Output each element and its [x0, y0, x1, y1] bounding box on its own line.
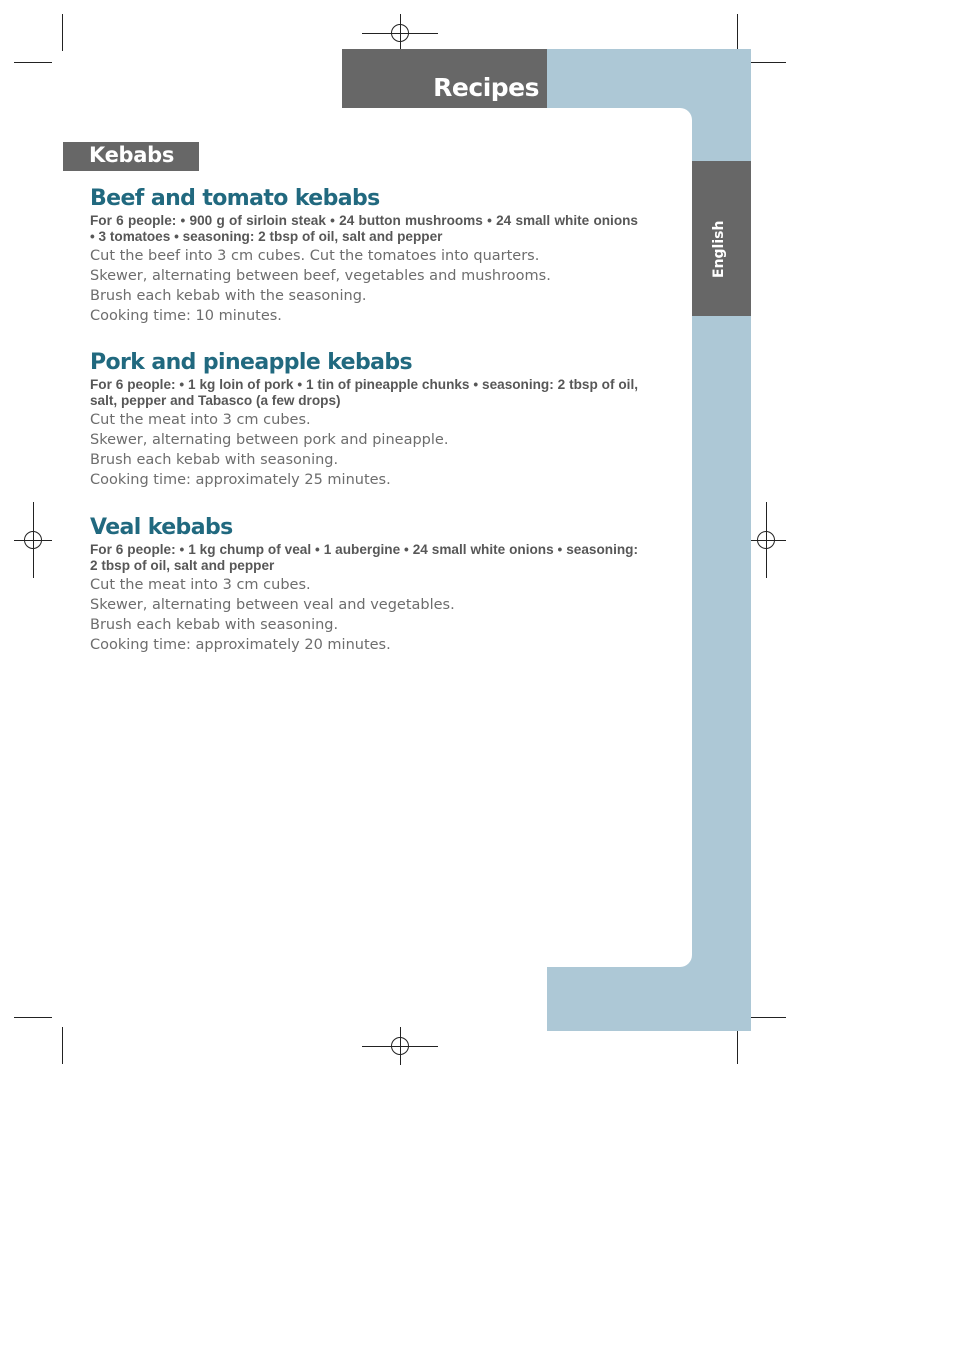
language-tab-label: English [711, 220, 727, 278]
recipe-steps [90, 246, 638, 326]
recipe-step: Skewer, alternating between pork and pineapple. [90, 432, 449, 448]
recipe-veal [90, 514, 638, 655]
recipe-step: Cooking time: approximately 20 minutes. [90, 637, 391, 653]
recipe-ingredients: For 6 people: • 1 kg loin of pork • 1 tin of pineapple chunks • seasoning: 2 tbsp of oil, salt, pepper and Tabasco (a few drops) [90, 377, 638, 408]
recipe-steps [90, 575, 638, 655]
recipe-step: Cut the beef into 3 cm cubes. Cut the tomatoes into quarters. [90, 248, 540, 264]
recipe-step: Brush each kebab with seasoning. [90, 452, 339, 468]
recipe-step: Cooking time: 10 minutes. [90, 308, 282, 324]
recipe-title: Veal kebabs [90, 515, 233, 540]
recipe-steps [90, 410, 638, 490]
recipe-title: Beef and tomato kebabs [90, 186, 380, 211]
recipe-step: Skewer, alternating between veal and vegetables. [90, 597, 455, 613]
header-band [342, 49, 547, 108]
recipe-step: Cut the meat into 3 cm cubes. [90, 412, 311, 428]
recipe-ingredients: For 6 people: • 1 kg chump of veal • 1 aubergine • 24 small white onions • seasoning: 2 tbsp of oil, salt and pepper [90, 542, 638, 573]
recipe-step: Skewer, alternating between beef, vegetables and mushrooms. [90, 268, 551, 284]
recipe-step: Brush each kebab with the seasoning. [90, 288, 367, 304]
recipe-step: Brush each kebab with seasoning. [90, 617, 339, 633]
recipe-ingredients: For 6 people: • 900 g of sirloin steak • 24 button mushrooms • 24 small white onions • 3 tomatoes • seasoning: 2 tbsp of oil, salt and pepper [90, 213, 638, 244]
page-title: Recipes [433, 73, 539, 102]
recipe-beef-tomato [90, 185, 638, 326]
section-title: Kebabs [89, 143, 175, 167]
recipe-step: Cut the meat into 3 cm cubes. [90, 577, 311, 593]
recipe-title: Pork and pineapple kebabs [90, 350, 413, 375]
section-tag [63, 142, 199, 171]
recipe-step: Cooking time: approximately 25 minutes. [90, 472, 391, 488]
recipe-pork-pineapple [90, 349, 638, 490]
